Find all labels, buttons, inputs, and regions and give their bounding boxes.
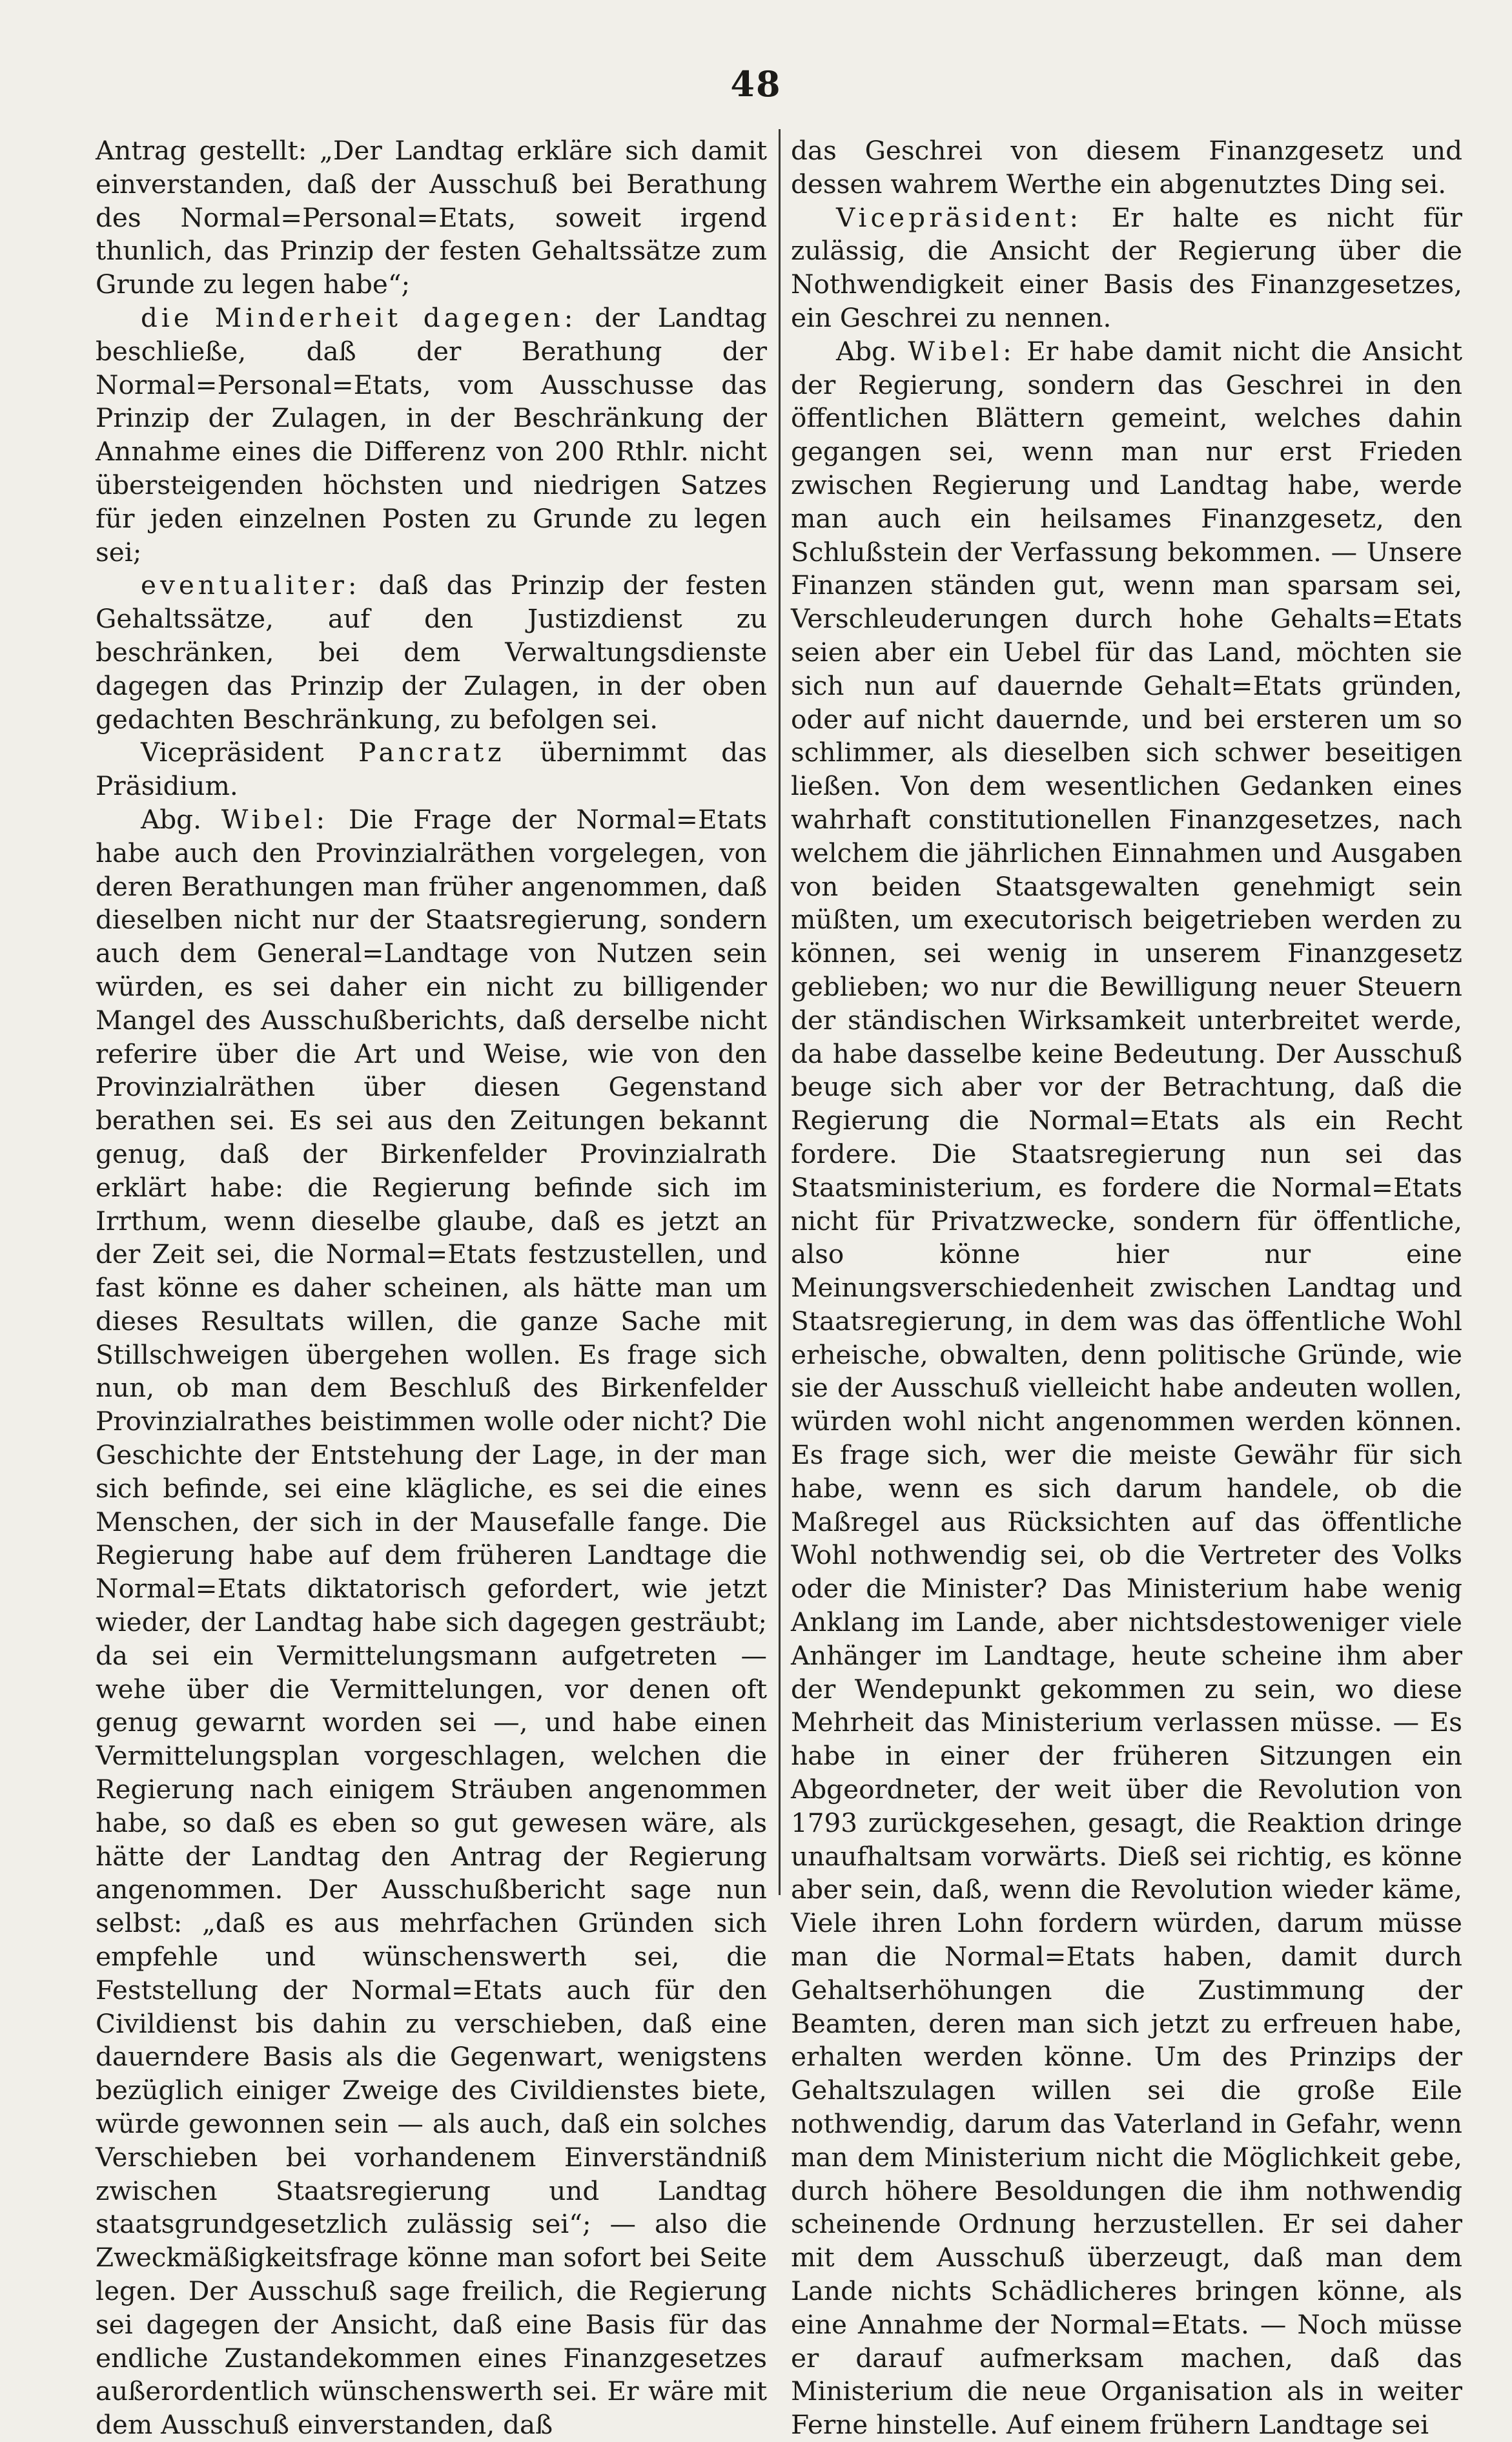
paragraph: Antrag gestellt: „Der Landtag erkläre sich damit einverstanden, daß der Ausschuß bei Berathung des Normal=Personal=Etats, soweit irgend thunlich, das Prinzip der festen Gehaltssätze zum Grunde zu legen habe“; bbox=[96, 135, 767, 300]
minority-label: die Minderheit dagegen: bbox=[141, 302, 577, 333]
speaker-name: Wibel: bbox=[221, 803, 329, 835]
speaker-title: Abg. bbox=[836, 335, 908, 367]
speaker-name: Wibel: bbox=[908, 335, 1016, 367]
paragraph bbox=[791, 335, 1462, 2442]
paragraph-text: Die Frage der Normal=Etats habe auch den Provinzialräthen vorgelegen, von deren Berathungen man früher angenommen, daß dieselben nicht nur der Staatsregierung, sondern auch dem General=Landtage von Nutzen sein würden, es sei daher ein nicht zu billigender Mangel des Ausschußberichts, daß derselbe nicht referire über die Art und Weise, wie von den Provinzialräthen über diesen Gegenstand berathen sei. Es sei aus den Zeitungen bekannt genug, daß der Birkenfelder Provinzialrath erklärt habe: die Regierung befinde sich im Irrthum, wenn dieselbe glaube, daß es jetzt an der Zeit sei, die Normal=Etats festzustellen, und fast könne es daher scheinen, als hätte man um dieses Resultats willen, die ganze Sache mit Stillschweigen übergehen wollen. Es frage sich nun, ob man dem Beschluß des Birkenfelder Provinzialrathes beistimmen wolle oder nicht? Die Geschichte der Entstehung der Lage, in der man sich befinde, sei eine klägliche, es sei die eines Menschen, der sich in der Mausefalle fange. Die Regierung habe auf dem früheren Landtage die Normal=Etats diktatorisch gefordert, wie jetzt wieder, der Landtag habe sich dagegen gesträubt; da sei ein Vermittelungsmann aufgetreten — wehe über die Vermittelungen, vor denen oft genug gewarnt worden sei —, und habe einen Vermittelungsplan vorgeschlagen, welchen die Regierung nach einigem Sträuben angenommen habe, so daß es eben so gut gewesen wäre, als hätte der Landtag den Antrag der Regierung angenommen. Der Ausschußbericht sage nun selbst: „daß es aus mehrfachen Gründen sich empfehle und wünschenswerth sei, die Feststellung der Normal=Etats auch für den Civildienst bis dahin zu verschieben, daß eine dauerndere Basis als die Gegenwart, wenigstens bezüglich einiger Zweige des Civildienstes biete, würde gewonnen sein — als auch, daß ein solches Verschieben bei vorhandenem Einverständniß zwischen Staatsregierung und Landtag staatsgrundgesetzlich zulässig sei“; — also die Zweckmäßigkeitsfrage könne man sofort bei Seite legen. Der Ausschuß sage freilich, die Regierung sei dagegen der Ansicht, daß eine Basis für das endliche Zustandekommen eines Finanzgesetzes außerordentlich wünschenswerth sei. Er wäre mit dem Ausschuß einverstanden, daß bbox=[96, 803, 767, 2441]
left-column bbox=[96, 134, 767, 2442]
speaker-name: Vicepräsident: bbox=[836, 201, 1083, 233]
paragraph bbox=[96, 803, 767, 2442]
paragraph bbox=[96, 736, 767, 803]
paragraph-text: der Landtag beschließe, daß der Berathung der Normal=Personal=Etats, vom Ausschusse das Prinzip der Zulagen, in der Beschränkung der Annahme eines die Differenz von 200 Rthlr. nicht übersteigenden höchsten und niedrigen Satzes für jeden einzelnen Posten zu Grunde zu legen sei; bbox=[96, 302, 767, 568]
paragraph bbox=[96, 569, 767, 736]
speaker-name: Pancratz bbox=[358, 737, 506, 768]
paragraph: das Geschrei von diesem Finanzgesetz und dessen wahrem Werthe ein abgenutztes Ding sei. bbox=[791, 135, 1462, 200]
paragraph-text: Er habe damit nicht die Ansicht der Regierung, sondern das Geschrei in den öffentlichen Blättern gemeint, welches dahin gegangen sei, wenn man nur erst Frieden zwischen Regierung und Landtag habe, werde man auch ein heilsames Finanzgesetz, den Schlußstein der Verfassung bekommen. — Unsere Finanzen ständen gut, wenn man sparsam sei, Verschleuderungen durch hohe Gehalts=Etats seien aber ein Uebel für das Land, möchten sie sich nun auf dauernde Gehalt=Etats gründen, oder auf nicht dauernde, und bei ersteren um so schlimmer, als dieselben sich schwer beseitigen ließen. Von dem wesentlichen Gedanken eines wahrhaft constitutionellen Finanzgesetzes, nach welchem die jährlichen Einnahmen und Ausgaben von beiden Staatsgewalten genehmigt sein müßten, um executorisch beigetrieben werden zu können, sei wenig in unserem Finanzgesetz geblieben; wo nur die Bewilligung neuer Steuern der ständischen Wirksamkeit unterbreitet werde, da habe dasselbe keine Bedeutung. Der Ausschuß beuge sich aber vor der Betrachtung, daß die Regierung die Normal=Etats als ein Recht fordere. Die Staatsregierung nun sei das Staatsministerium, es fordere die Normal=Etats nicht für Privatzwecke, sondern für öffentliche, also könne hier nur eine Meinungsverschiedenheit zwischen Landtag und Staatsregierung, in dem was das öffentliche Wohl erheische, obwalten, denn politische Gründe, wie sie der Ausschuß vielleicht habe andeuten wollen, würden wohl nicht angenommen werden können. Es frage sich, wer die meiste Gewähr für sich habe, wenn es sich darum handele, ob die Maßregel aus Rücksichten auf das öffentliche Wohl nothwendig sei, ob die Vertreter des Volks oder die Minister? Das Ministerium habe wenig Anklang im Lande, aber nichtsdestoweniger viele Anhänger im Landtage, heute scheine ihm aber der Wendepunkt gekommen zu sein, wo diese Mehrheit das Ministerium verlassen müsse. — Es habe in einer der früheren Sitzungen ein Abgeordneter, der weit über die Revolution von 1793 zurückgesehen, gesagt, die Reaktion dringe unaufhaltsam vorwärts. Dieß sei richtig, es könne aber sein, daß, wenn die Revolution wieder käme, Viele ihren Lohn fordern würden, darum müsse man die Normal=Etats haben, damit durch Gehaltserhöhungen die Zustimmung der Beamten, deren man sich jetzt zu erfreuen habe, erhalten werden könne. Um des Prinzips der Gehaltszulagen willen sei die große Eile nothwendig, darum das Vaterland in Gefahr, wenn man dem Ministerium nicht die Möglichkeit gebe, durch höhere Besoldungen die ihm nothwendig scheinende Ordnung herzustellen. Er sei daher mit dem Ausschuß überzeugt, daß man dem Lande nichts Schädlicheres bringen könne, als eine Annahme der Normal=Etats. — Noch müsse er darauf aufmerksam machen, daß das Ministerium die neue Organisation als in weiter Ferne hinstelle. Auf einem frühern Landtage sei bbox=[791, 335, 1462, 2441]
eventualiter-label: eventualiter: bbox=[141, 569, 361, 601]
column-divider bbox=[779, 129, 781, 1895]
paragraph bbox=[96, 302, 767, 569]
page-number: 48 bbox=[730, 63, 782, 105]
paragraph-text: Er halte es nicht für zulässig, die Ansicht der Regierung über die Nothwendigkeit einer Basis des Finanzgesetzes, ein Geschrei zu nennen. bbox=[791, 201, 1462, 333]
right-column bbox=[791, 134, 1462, 2442]
speaker-title: Abg. bbox=[141, 803, 221, 835]
paragraph bbox=[791, 201, 1462, 335]
speaker-title: Vicepräsident bbox=[141, 737, 359, 768]
paragraph-text: übernimmt das Präsidium. bbox=[96, 737, 768, 802]
paragraph-text: daß das Prinzip der festen Gehaltssätze, auf den Justizdienst zu beschränken, bei dem Verwaltungsdienste dagegen das Prinzip der Zulagen, in der oben gedachten Beschränkung, zu befolgen sei. bbox=[96, 569, 767, 735]
